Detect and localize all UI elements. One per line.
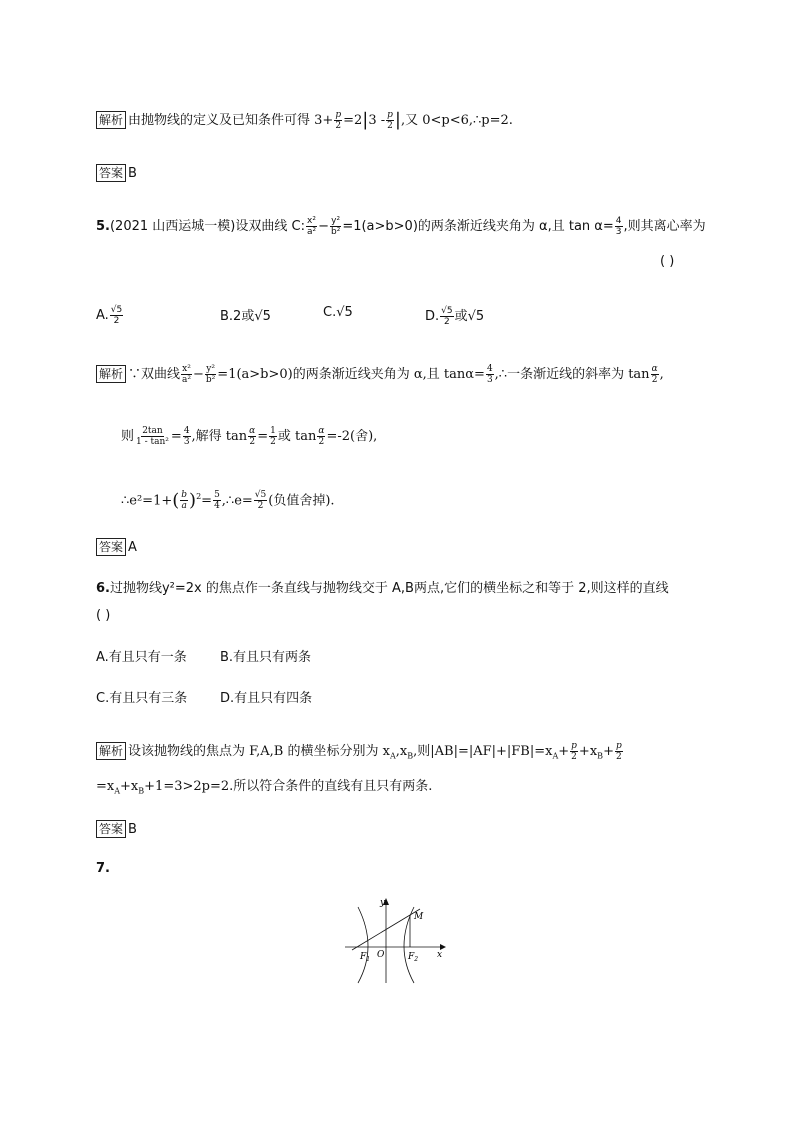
q6-stem: 6.过抛物线y²=2x 的焦点作一条直线与抛物线交于 A,B两点,它们的横坐标之和等于 2,则这样的直线: [96, 581, 669, 596]
analysis-tag: 解析: [96, 365, 126, 383]
q4-analysis: 解析 由抛物线的定义及已知条件可得 3+ $\frac{p}{2}$ =2|3 - $\frac{p}{2}$ |,又 0<p<6,∴p=2.: [96, 110, 513, 131]
q5-blank: ( ): [660, 254, 675, 269]
q6-option-c[interactable]: C.有且只有三条: [96, 691, 188, 706]
q5-option-d[interactable]: D. $\frac{√5}{2}$ 或√5: [425, 306, 485, 327]
analysis-tag: 解析: [96, 742, 126, 760]
q7-hyperbola-figure: [340, 895, 450, 987]
q5-option-a[interactable]: A. $\frac{√5}{2}$: [96, 305, 123, 326]
q5-option-b[interactable]: B.2或√5: [220, 309, 271, 324]
q5-answer: 答案 A: [96, 538, 137, 557]
analysis-tag: 解析: [96, 111, 126, 129]
svg-text:O: O: [377, 950, 385, 960]
q5-analysis-line2: 则 $\frac{2\tan}{\text{1 - tan²}}$ = $\frac{4}{3}$ ,解得 tan $\frac{\alpha}{2}$ = $\frac{1}{2}$ 或 tan $\frac{\alpha}{2}$ =-2(舍),: [121, 426, 378, 447]
q6-option-b[interactable]: B.有且只有两条: [220, 650, 312, 665]
svg-text:F2: $F_2$: [408, 952, 419, 963]
q6-analysis-line2: $=x_A+x_B+1=3>2p=2$.所以符合条件的直线有且只有两条.: [96, 779, 433, 796]
q6-blank: ( ): [96, 608, 111, 623]
answer-tag: 答案: [96, 538, 126, 556]
right-branch: [404, 907, 414, 983]
q6-option-a[interactable]: A.有且只有一条: [96, 650, 187, 665]
q7-stem: 7.: [96, 861, 110, 876]
q5-analysis-line3: ∴e²=1+( $\frac{b}{a}$ )$^2$= $\frac{5}{4}$ ,∴e= $\frac{√5}{2}$ (负值舍掉).: [121, 489, 335, 512]
answer-tag: 答案: [96, 820, 126, 838]
q5-analysis-line1: 解析 ∵双曲线 $\frac{\text{x²}}{\text{a²}}$ − $\frac{\text{y²}}{\text{b²}}$ =1(a>b>0)的两条渐近线夹角为 α,且 tanα= $\frac{4}{3}$ ,∴一条渐近线的斜率为 tan $\frac{\alpha}{2}$ ,: [96, 364, 664, 385]
svg-text:x: x: [437, 950, 443, 960]
svg-text:M: M: [414, 912, 424, 922]
q6-analysis-line1: 解析 设该抛物线的焦点为 F,A,B 的横坐标分别为 $x_A,x_B$,则$|AB|=|AF|+|FB|=x_A+$ $\frac{p}{2}$ $+x_B+$ $\frac{p}{2}$: [96, 741, 624, 766]
q6-answer: 答案 B: [96, 820, 137, 839]
q5-stem: 5.(2021 山西运城一模)设双曲线 C: $\frac{\text{x²}}{\text{a²}}$ − $\frac{\text{y²}}{\text{b²}}$ =1(a>b>0)的两条渐近线夹角为 α,且 tan α= $\frac{4}{3}$ ,则其离心率为: [96, 216, 706, 237]
q6-option-d[interactable]: D.有且只有四条: [220, 691, 313, 706]
q4-answer: 答案 B: [96, 164, 137, 183]
left-branch: [358, 907, 371, 983]
answer-tag: 答案: [96, 164, 126, 182]
svg-text:y: y: [380, 898, 386, 908]
svg-text:F1: $F_1$: [360, 952, 371, 963]
q5-option-c[interactable]: C.√5: [323, 305, 353, 320]
